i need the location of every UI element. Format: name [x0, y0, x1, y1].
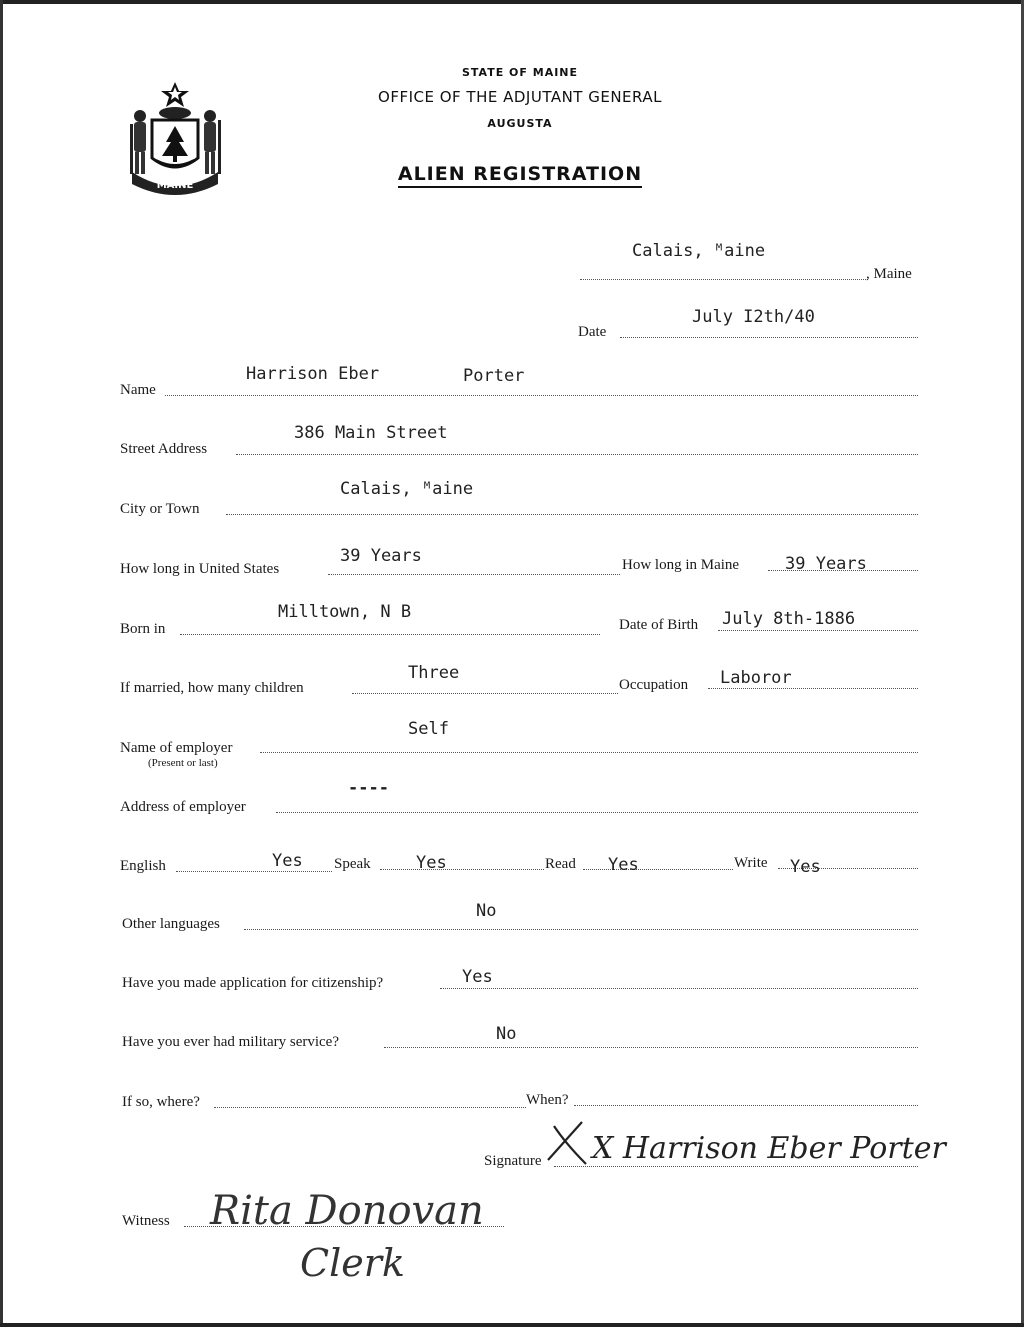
- svg-text:Rita Donovan: Rita Donovan: [210, 1188, 484, 1234]
- date-of-birth-value: July 8th-1886: [722, 609, 856, 629]
- city-dotted-line: [226, 514, 918, 515]
- occupation-dotted-line: [708, 688, 918, 689]
- first-name-value: Harrison Eber: [246, 364, 380, 384]
- place-dotted-line: [580, 279, 868, 280]
- svg-text:Clerk: Clerk: [300, 1241, 405, 1285]
- citizenship-value: Yes: [462, 967, 493, 987]
- employer-value: Self: [408, 719, 449, 739]
- english-label: English: [120, 858, 166, 874]
- years-us-value: 39 Years: [340, 546, 422, 566]
- write-value: Yes: [790, 857, 821, 877]
- form-title: ALIEN REGISTRATION: [0, 163, 1024, 185]
- street-address-label: Street Address: [120, 441, 208, 457]
- english-dotted-line: [176, 871, 332, 872]
- scan-border-top: [0, 0, 1024, 4]
- speak-label: Speak: [334, 856, 371, 872]
- scan-border-bottom: [0, 1323, 1024, 1327]
- date-of-birth-dotted-line: [718, 630, 918, 631]
- read-dotted-line: [583, 869, 733, 870]
- name-dotted-line: [165, 395, 918, 396]
- date-label: Date: [578, 324, 607, 340]
- children-label: If married, how many children: [120, 680, 304, 696]
- street-address-value: 386 Main Street: [294, 423, 448, 443]
- employer-dotted-line: [260, 752, 918, 753]
- svg-text:X Harrison Eber Porter: X Harrison Eber Porter: [592, 1131, 946, 1166]
- english-value: Yes: [272, 851, 303, 871]
- header-city: AUGUSTA: [487, 117, 553, 130]
- if-so-where-dotted-line: [214, 1107, 526, 1108]
- born-in-value: Milltown, N B: [278, 602, 412, 622]
- employer-label: Name of employer: [120, 740, 233, 756]
- how-long-us-label: How long in United States: [120, 561, 280, 577]
- witness-label: Witness: [122, 1213, 170, 1229]
- maine-suffix-label: , Maine: [866, 266, 912, 282]
- last-name-value: Porter: [463, 366, 525, 386]
- how-long-maine-label: How long in Maine: [622, 557, 740, 573]
- employer-note: (Present or last): [148, 757, 218, 769]
- children-value: Three: [408, 663, 460, 683]
- name-label: Name: [120, 382, 156, 398]
- city-value: Calais, ᴹaine: [340, 479, 474, 499]
- handwritten-signature: [530, 1112, 950, 1174]
- other-languages-label: Other languages: [122, 916, 220, 932]
- city-label: City or Town: [120, 501, 200, 517]
- place-value: Calais, ᴹaine: [632, 241, 766, 261]
- svg-text:MAINE: MAINE: [156, 180, 194, 191]
- employer-address-value: ----: [348, 778, 389, 798]
- children-dotted-line: [352, 693, 618, 694]
- witness-title-handwritten: [290, 1232, 470, 1288]
- years-maine-value: 39 Years: [785, 554, 867, 574]
- born-in-label: Born in: [120, 621, 166, 637]
- header-state: STATE OF MAINE: [461, 66, 579, 79]
- witness-signature: [200, 1180, 540, 1238]
- employer-address-label: Address of employer: [120, 799, 246, 815]
- other-languages-dotted-line: [244, 929, 918, 930]
- street-address-dotted-line: [236, 454, 918, 455]
- citizenship-label: Have you made application for citizenship?: [122, 975, 384, 991]
- employer-address-dotted-line: [276, 812, 918, 813]
- speak-dotted-line: [380, 869, 544, 870]
- born-in-dotted-line: [180, 634, 600, 635]
- read-value: Yes: [608, 855, 639, 875]
- military-dotted-line: [384, 1047, 918, 1048]
- how-long-us-dotted-line: [328, 574, 620, 575]
- header-office: OFFICE OF THE ADJUTANT GENERAL: [378, 88, 662, 106]
- military-label: Have you ever had military service?: [122, 1034, 339, 1050]
- date-of-birth-label: Date of Birth: [619, 617, 699, 633]
- citizenship-dotted-line: [440, 988, 918, 989]
- read-label: Read: [545, 856, 576, 872]
- when-label: When?: [526, 1092, 569, 1108]
- military-value: No: [496, 1024, 517, 1044]
- write-label: Write: [734, 855, 768, 871]
- if-so-where-label: If so, where?: [122, 1094, 200, 1110]
- speak-value: Yes: [416, 853, 447, 873]
- scan-border-left: [0, 0, 3, 1327]
- date-value: July I2th/40: [692, 307, 815, 327]
- other-languages-value: No: [476, 901, 497, 921]
- occupation-label: Occupation: [619, 677, 689, 693]
- occupation-value: Laboror: [720, 668, 792, 688]
- signature-label: Signature: [484, 1153, 542, 1169]
- when-dotted-line: [574, 1105, 918, 1106]
- date-dotted-line: [620, 337, 918, 338]
